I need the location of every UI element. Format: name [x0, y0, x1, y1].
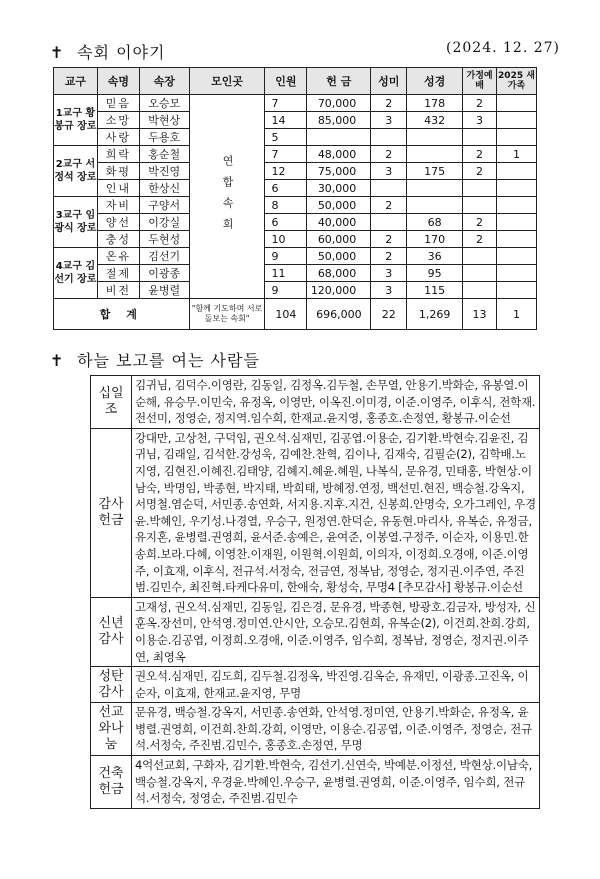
total-newfamily: 1: [497, 299, 537, 330]
total-rice: 22: [371, 299, 407, 330]
cell-worship: [463, 197, 497, 214]
table-row: [54, 214, 537, 231]
cell-rice: 3: [371, 163, 407, 180]
cell-leader: 구양서: [139, 197, 189, 214]
cell-name: 자비: [97, 197, 139, 214]
cell-people: 14: [265, 112, 307, 129]
cell-newfamily: [497, 214, 537, 231]
report-date: (2024. 12. 27): [446, 40, 560, 56]
total-bible: 1,269: [407, 299, 463, 330]
cell-offering: 50,000: [307, 248, 371, 265]
offering-category: 신년감사: [91, 597, 132, 666]
cell-rice: 2: [371, 95, 407, 112]
header-cell: 인원: [265, 68, 307, 95]
cell-offering: 60,000: [307, 231, 371, 248]
cell-rice: 2: [371, 248, 407, 265]
cell-newfamily: [497, 95, 537, 112]
table-row: [54, 180, 537, 197]
table-row: [54, 248, 537, 265]
cell-bible: 36: [407, 248, 463, 265]
cell-newfamily: [497, 163, 537, 180]
cell-offering: 70,000: [307, 95, 371, 112]
cell-name: 충성: [97, 231, 139, 248]
cell-bible: 178: [407, 95, 463, 112]
section-header-meetings: [50, 40, 570, 66]
cell-people: 5: [265, 129, 307, 146]
cell-bible: [407, 129, 463, 146]
district-label: 2교구 서정석 장로: [54, 146, 98, 197]
cell-people: 9: [265, 282, 307, 299]
cell-offering: 50,000: [307, 197, 371, 214]
offering-category: 건축헌금: [91, 756, 132, 809]
cell-newfamily: [497, 129, 537, 146]
cell-name: 화평: [97, 163, 139, 180]
cell-rice: [371, 180, 407, 197]
district-label: 3교구 임광식 장로: [54, 197, 98, 248]
cell-worship: [463, 265, 497, 282]
cell-worship: 2: [463, 95, 497, 112]
cell-rice: [371, 129, 407, 146]
cell-leader: 홍순철: [139, 146, 189, 163]
cell-rice: 2: [371, 146, 407, 163]
cell-people: 11: [265, 265, 307, 282]
cell-bible: 170: [407, 231, 463, 248]
cell-offering: 75,000: [307, 163, 371, 180]
cell-bible: 175: [407, 163, 463, 180]
cell-worship: [463, 282, 497, 299]
cell-newfamily: [497, 180, 537, 197]
section-title: 하늘 보고를 여는 사람들: [77, 351, 260, 370]
cell-bible: 115: [407, 282, 463, 299]
cell-people: 6: [265, 180, 307, 197]
cell-bible: 68: [407, 214, 463, 231]
offering-row: [91, 667, 540, 703]
header-cell: 교구: [54, 68, 98, 95]
cell-bible: [407, 146, 463, 163]
cell-worship: 2: [463, 163, 497, 180]
cell-worship: 2: [463, 146, 497, 163]
district-label: 4교구 김선기 장로: [54, 248, 98, 299]
cell-people: 7: [265, 95, 307, 112]
cell-meeting-table: [53, 67, 537, 330]
cell-rice: 3: [371, 282, 407, 299]
cell-bible: [407, 197, 463, 214]
total-people: 104: [265, 299, 307, 330]
cell-worship: [463, 248, 497, 265]
table-row: [54, 197, 537, 214]
donor-names: 고재성, 권오석.심재민, 김동일, 김은경, 문유경, 박종현, 방광호.김금자, 방성자, 신훈옥.장선미, 안석영.정미연.안시안, 오승모.김현희, 유복순(2), 이건희.찬희.강희, 이용순.김공엽, 이정희.오경애, 이준.이영주, 임수희, 정복남, 정영순, 정지권.이주연, 최영옥: [132, 597, 540, 666]
table-row: [54, 112, 537, 129]
header-cell: 속장: [139, 68, 189, 95]
offering-row: [91, 703, 540, 756]
cell-newfamily: [497, 282, 537, 299]
table-header-row: [54, 68, 537, 95]
cell-name: 양선: [97, 214, 139, 231]
cell-newfamily: [497, 112, 537, 129]
cell-people: 8: [265, 197, 307, 214]
cell-offering: 120,000: [307, 282, 371, 299]
cell-name: 믿음: [97, 95, 139, 112]
table-row: [54, 265, 537, 282]
cell-offering: 85,000: [307, 112, 371, 129]
cell-leader: 오승모: [139, 95, 189, 112]
cell-newfamily: [497, 248, 537, 265]
table-row: [54, 146, 537, 163]
offering-row: [91, 597, 540, 666]
cell-people: 12: [265, 163, 307, 180]
offering-row: [91, 376, 540, 429]
header-cell: 헌 금: [307, 68, 371, 95]
offering-category: 선교와나눔: [91, 703, 132, 756]
cell-offering: [307, 129, 371, 146]
cell-name: 사랑: [97, 129, 139, 146]
cell-worship: 2: [463, 214, 497, 231]
cell-people: 9: [265, 248, 307, 265]
header-cell: 가정예배: [463, 68, 497, 95]
donor-names: 문유경, 백승철.강옥지, 서민종.송연화, 안석영.정미연, 안용기.박화순, 유정옥, 윤병렬.권영희, 이건희.찬희.강희, 이영만, 이용순.김공엽, 이준.이영주, 정영순, 전규석.서정숙, 주진범.김민수, 홍종호.손정연, 무명: [132, 703, 540, 756]
cell-worship: 2: [463, 231, 497, 248]
offering-row: [91, 756, 540, 809]
offering-category: 감사헌금: [91, 428, 132, 597]
header-cell: 모인곳: [189, 68, 265, 95]
total-label: 합 계: [54, 299, 190, 330]
offering-category: 십일조: [91, 376, 132, 429]
header-cell: 성미: [371, 68, 407, 95]
offering-row: [91, 428, 540, 597]
cell-leader: 한상신: [139, 180, 189, 197]
offering-category: 성탄감사: [91, 667, 132, 703]
total-row: [54, 299, 537, 330]
donor-names: 4억선교회, 구화자, 김기환.박현숙, 김선기.신연숙, 박예분.이정선, 박현상.이남숙, 백승철.강옥지, 우경윤.박혜인.우승구, 윤병렬.권영희, 이준.이영주, 임수희, 전규석.서정숙, 정영순, 주진범.김민수: [132, 756, 540, 809]
cell-worship: [463, 129, 497, 146]
cell-newfamily: [497, 231, 537, 248]
cell-bible: 95: [407, 265, 463, 282]
meeting-place: 연합속회: [189, 95, 265, 299]
cell-worship: 3: [463, 112, 497, 129]
donor-names: 권오석.심재민, 김도희, 김두철.김정옥, 박진영.김옥순, 유재민, 이광종.고진옥, 이순자, 이효재, 한재교.윤지영, 무명: [132, 667, 540, 703]
offering-donors-table: [90, 375, 540, 809]
cell-name: 비전: [97, 282, 139, 299]
cell-offering: 40,000: [307, 214, 371, 231]
cell-rice: 3: [371, 265, 407, 282]
cell-leader: 박현상: [139, 112, 189, 129]
cell-leader: 윤병렬: [139, 282, 189, 299]
cross-icon: ✝: [50, 351, 64, 370]
table-row: [54, 282, 537, 299]
cell-rice: 2: [371, 197, 407, 214]
cell-leader: 이강실: [139, 214, 189, 231]
donor-names: 강대만, 고상천, 구덕임, 권오석.심재민, 김공엽.이용순, 김기환.박현숙.김윤진, 김귀님, 김래일, 김석한.강성욱, 김예찬.찬혁, 김이나, 김재숙, 김필순(2), 김학배.노지영, 김현진.이혜진.김태양, 김혜지.혜윤.혜원, 나복식, 문유경, 민태홍, 박현상.이남숙, 박명임, 박종현, 박지태, 박희태, 방혜정.연정, 백선민.현진, 백승철.강옥지, 서명철.염순덕, 서민종.송연화, 서지용.지후.지건, 신봉희.안명숙, 오가그레인, 우경윤.박혜인, 우기성.나경열, 우승구, 원정연.한덕순, 유동현.마리사, 유복순, 유정금, 유지혼, 윤병렬.권영희, 윤서준.송예은, 윤여준, 이봉열.구정주, 이순자, 이용민.한송희.보라.다혜, 이영찬.이재원, 이원혁.이원희, 이의자, 이정희.오경애, 이준.이영주, 이효재, 이후식, 전규석.서정숙, 전금연, 정복남, 정영순, 정지권.이주연, 주진범.김민수, 최진혁.타케다유미, 한애숙, 황성숙, 무명4 [추모감사] 황봉규.이순선: [132, 428, 540, 597]
donor-names: 김귀님, 김덕수.이영란, 김동일, 김정옥.김두철, 손무열, 안용기.박화순, 유봉열.이순해, 유승무.이민숙, 유정옥, 이영만, 이옥진.이미경, 이준.이영주, 이후식, 전학재.전선미, 정영순, 정지역.임수희, 한재교.윤지영, 홍종호.손정연, 황봉규.이순선: [132, 376, 540, 429]
section-title: 속회 이야기: [77, 43, 166, 62]
table-row: [54, 95, 537, 112]
cross-icon: ✝: [50, 43, 64, 62]
cell-bible: [407, 180, 463, 197]
cell-leader: 박진영: [139, 163, 189, 180]
header-cell: 속명: [97, 68, 139, 95]
cell-name: 절제: [97, 265, 139, 282]
cell-newfamily: [497, 197, 537, 214]
cell-name: 온유: [97, 248, 139, 265]
cell-people: 7: [265, 146, 307, 163]
cell-people: 10: [265, 231, 307, 248]
table-row: [54, 163, 537, 180]
cell-rice: 3: [371, 112, 407, 129]
cell-leader: 김선기: [139, 248, 189, 265]
total-motto: "함께 기도하며 서로 돌보는 속회": [189, 299, 265, 330]
table-row: [54, 231, 537, 248]
cell-offering: 30,000: [307, 180, 371, 197]
table-row: [54, 129, 537, 146]
cell-bible: 432: [407, 112, 463, 129]
total-offering: 696,000: [307, 299, 371, 330]
cell-rice: 2: [371, 231, 407, 248]
cell-leader: 두용호: [139, 129, 189, 146]
cell-worship: [463, 180, 497, 197]
cell-name: 인내: [97, 180, 139, 197]
total-worship: 13: [463, 299, 497, 330]
section-header-offerings: [50, 348, 570, 374]
cell-newfamily: [497, 265, 537, 282]
cell-rice: [371, 214, 407, 231]
header-cell: 2025 새가족: [497, 68, 537, 95]
cell-name: 희락: [97, 146, 139, 163]
cell-offering: 48,000: [307, 146, 371, 163]
header-cell: 성경: [407, 68, 463, 95]
cell-people: 6: [265, 214, 307, 231]
cell-name: 소망: [97, 112, 139, 129]
cell-leader: 두현성: [139, 231, 189, 248]
cell-leader: 이광종: [139, 265, 189, 282]
cell-offering: 68,000: [307, 265, 371, 282]
district-label: 1교구 황봉규 장로: [54, 95, 98, 146]
cell-newfamily: 1: [497, 146, 537, 163]
